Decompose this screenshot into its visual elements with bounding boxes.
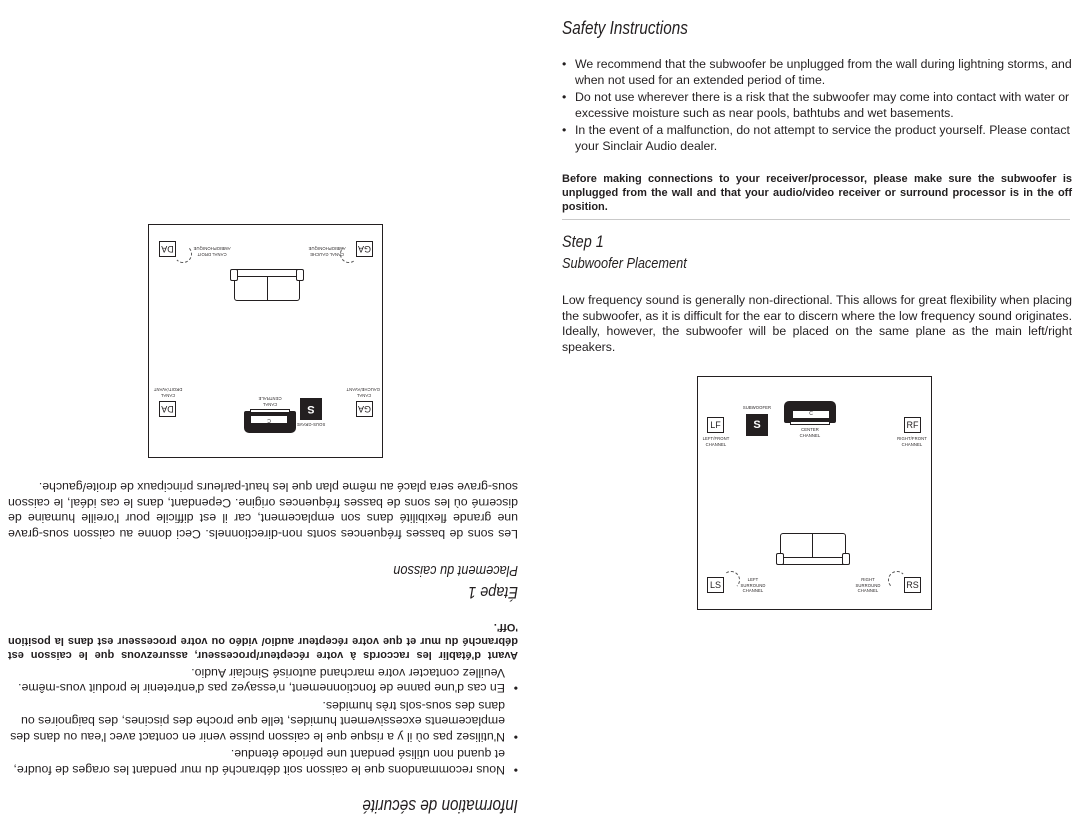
bullet-icon: •	[513, 730, 518, 744]
television-stand-icon	[250, 409, 290, 413]
surround-left-speaker: GA	[356, 241, 373, 257]
surround-right-caption: CANAL DROIT AMBIOPHONIQUE	[193, 246, 231, 257]
surround-left-speaker: LS	[707, 577, 724, 593]
french-step-title: Étape 1	[468, 583, 518, 602]
list-item	[562, 90, 1072, 121]
list-item	[562, 57, 1072, 88]
list-item	[8, 665, 518, 696]
surround-right-speaker: DA	[159, 241, 176, 257]
front-right-caption: RIGHT/FRONT CHANNEL	[897, 436, 927, 447]
subwoofer-speaker: S	[300, 398, 322, 420]
french-bullet-1: Nous recommandons que le caisson soit débranché du mur pendant les orages de foudre, et quand non utilisé pendant une période étendue.	[13, 747, 505, 777]
front-right-speaker: DA	[159, 401, 176, 417]
list-item	[8, 746, 518, 777]
step-subtitle: Subwoofer Placement	[562, 255, 687, 272]
sofa-icon	[776, 533, 850, 565]
french-step-subtitle: Placement du caisson	[393, 562, 518, 579]
subwoofer-caption: SUBWOOFER	[742, 405, 772, 410]
subwoofer-caption: SOUS-GRAVE	[296, 422, 326, 427]
front-right-caption: CANAL DROIT/AVANT	[153, 387, 183, 398]
french-safety-title: Information de sécurité	[362, 796, 518, 816]
surround-left-caption: CANAL GAUCHE AMBIOPHONIQUE	[308, 246, 346, 257]
front-left-speaker: GA	[356, 401, 373, 417]
sound-wave-icon	[174, 245, 192, 263]
safety-list	[562, 57, 1072, 156]
bullet-1: We recommend that the subwoofer be unplugged from the wall during lightning storms, and when not used for an extended period of time.	[575, 57, 1072, 87]
french-placement-diagram	[148, 224, 383, 458]
television-icon	[784, 401, 836, 423]
television-icon	[244, 411, 296, 433]
television-stand-icon	[790, 421, 830, 425]
sofa-icon	[230, 269, 304, 301]
safety-title: Safety Instructions	[562, 18, 688, 38]
center-speaker: C	[250, 415, 288, 424]
french-bullet-3: En cas d'une panne de fonctionnement, n'essayez pas d'entretenir le produit vous-même. Veuillez contacter votre marchand autorisé Sinclair Audio.	[18, 666, 505, 696]
french-safety-list	[8, 663, 518, 778]
bullet-icon: •	[513, 681, 518, 696]
surround-left-caption: LEFT SURROUND CHANNEL	[740, 577, 766, 593]
list-item	[8, 698, 518, 745]
front-left-caption: CANAL GAUCHE/AVANT	[346, 387, 380, 398]
bullet-2: Do not use wherever there is a risk that the subwoofer may come into contact with water or excessive moisture such as near pools, bathtubs and wet basements.	[575, 90, 1070, 120]
bullet-icon: •	[562, 123, 567, 137]
french-body: Les sons de basses fréquences sonts non-directionnels. Ceci donne au caisson sous-grave une grande flexibilité dans son emplacement, car il est difficile pour l'oreille humaine de discerné où les sons de basses fréquences origine. Cependant, dans le cas idéal, le caisson sous-grave sera placé au même plan que les haut-parleurs principaux de droite/gauche.	[8, 480, 518, 541]
bullet-icon: •	[513, 763, 518, 777]
sound-wave-icon	[888, 571, 906, 589]
center-caption: CANAL CENTRALE	[258, 396, 282, 407]
front-right-speaker: RF	[904, 417, 921, 433]
list-item	[562, 123, 1072, 154]
divider	[562, 219, 1070, 220]
english-page	[540, 0, 1080, 834]
warning-text: Before making connections to your receiver/processor, please make sure the subwoofer is unplugged from the wall and that your audio/video receiver or surround processor is in the off position.	[562, 173, 1072, 213]
french-bullet-2: N'utilisez pas où il y a risque que le caisson puisse venir en contact avec l'eau ou dans des emplacements excessivement humides, telle que proche des piscines, des baignoires ou dans des sous-sols très humides.	[10, 699, 505, 744]
front-left-caption: LEFT/FRONT CHANNEL	[702, 436, 730, 447]
center-speaker: C	[792, 410, 830, 419]
surround-right-speaker: RS	[904, 577, 921, 593]
subwoofer-speaker: S	[746, 414, 768, 436]
bullet-icon: •	[562, 57, 567, 71]
placement-diagram	[697, 376, 932, 610]
surround-right-caption: RIGHT SURROUND CHANNEL	[855, 577, 881, 593]
bullet-3: In the event of a malfunction, do not attempt to service the product yourself. Please contact your Sinclair Audio dealer.	[575, 123, 1070, 153]
step-title: Step 1	[562, 232, 604, 251]
french-warning: Avant d'établir les raccords à votre récepteur/processeur, assurezvous que le caisson est débranché du mur et que votre récepteur audio/ vidéo ou votre processeur est dans la position 'Off'.	[8, 621, 518, 661]
front-left-speaker: LF	[707, 417, 724, 433]
bullet-icon: •	[562, 90, 567, 104]
center-caption: CENTER CHANNEL	[799, 427, 821, 438]
body-text: Low frequency sound is generally non-directional. This allows for great flexibility when placing the subwoofer, as it is difficult for the ear to discern where the low frequency sound originates. Ideally, however, the subwoofer will be placed on the same plane as the main left/right speakers.	[562, 293, 1072, 354]
